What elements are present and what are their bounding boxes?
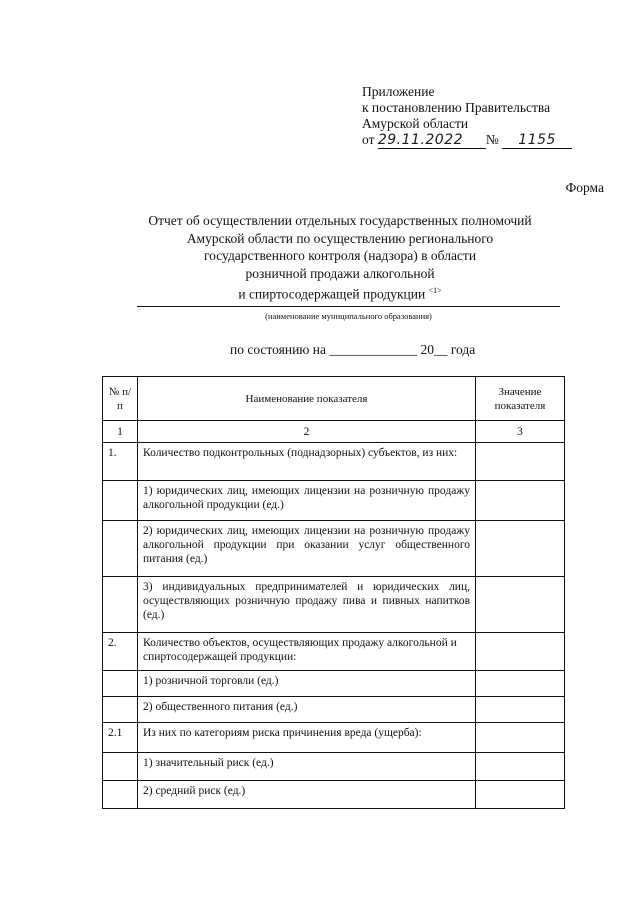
table-row: [103, 443, 565, 481]
header-value: Значение показателя: [476, 377, 565, 421]
table-header-row: [103, 377, 565, 421]
table-row: [103, 753, 565, 781]
value-cell[interactable]: [476, 697, 565, 723]
row-text: Количество объектов, осуществляющих продажу алкогольной и спиртосодержащей продукции:: [138, 633, 476, 671]
value-cell[interactable]: [476, 481, 565, 521]
table-row: [103, 633, 565, 671]
row-text: 3) индивидуальных предпринимателей и юридических лиц, осуществляющих розничную продажу пива и пивных напитков (ед.): [138, 577, 476, 633]
row-num: [103, 671, 138, 697]
row-text: 2) общественного питания (ед.): [138, 697, 476, 723]
row-text: Из них по категориям риска причинения вреда (ущерба):: [138, 723, 476, 753]
status-date-line: по состоянию на _____________ 20__ года: [230, 342, 476, 357]
row-text: 1) значительный риск (ед.): [138, 753, 476, 781]
row-text: 2) средний риск (ед.): [138, 781, 476, 809]
value-cell[interactable]: [476, 671, 565, 697]
title-line: розничной продажи алкогольной: [245, 265, 435, 281]
footnote-marker: <1>: [428, 286, 442, 295]
number-label: №: [485, 132, 499, 147]
title-line: и спиртосодержащей продукции: [238, 286, 426, 302]
table-row: [103, 723, 565, 753]
value-cell[interactable]: [476, 781, 565, 809]
report-table: [102, 376, 565, 809]
header-name: Наименование показателя: [138, 377, 476, 421]
value-cell[interactable]: [476, 443, 565, 481]
row-num: 1.: [103, 443, 138, 481]
date-field: [378, 132, 486, 149]
title-line: Отчет об осуществлении отдельных государственных полномочий: [148, 213, 532, 228]
row-text: 2) юридических лиц, имеющих лицензии на розничную продажу алкогольной продукции при оказании услуг общественного питания (ед.): [138, 521, 476, 577]
col-number: 1: [103, 421, 138, 443]
title-line: Амурской области по осуществлению регионального: [186, 230, 494, 246]
column-numbers-row: [103, 421, 565, 443]
table-row: [103, 671, 565, 697]
title-line-last: [130, 282, 550, 303]
appendix-line: к постановлению Правительства: [362, 100, 551, 115]
row-num: [103, 753, 138, 781]
report-title: [130, 212, 550, 303]
row-text: 1) розничной торговли (ед.): [138, 671, 476, 697]
municipality-line: [137, 306, 560, 307]
table-row: [103, 577, 565, 633]
value-cell[interactable]: [476, 521, 565, 577]
title-line: государственного контроля (надзора) в области: [203, 248, 477, 263]
table-row: [103, 697, 565, 723]
value-cell[interactable]: [476, 753, 565, 781]
row-num: [103, 481, 138, 521]
form-label: Форма: [565, 180, 604, 195]
from-label: от: [362, 132, 375, 147]
col-number: 2: [138, 421, 476, 443]
row-num: 2.1: [103, 723, 138, 753]
col-number: 3: [476, 421, 565, 443]
row-num: [103, 577, 138, 633]
number-field: [502, 132, 572, 149]
table-row: [103, 481, 565, 521]
table-row: [103, 781, 565, 809]
handwritten-date: 29.11.2022: [377, 132, 464, 148]
header-num: № п/п: [103, 377, 138, 421]
row-num: [103, 521, 138, 577]
row-num: 2.: [103, 633, 138, 671]
table-row: [103, 521, 565, 577]
row-num: [103, 697, 138, 723]
value-cell[interactable]: [476, 633, 565, 671]
row-num: [103, 781, 138, 809]
handwritten-number: 1155: [518, 132, 556, 148]
municipality-caption: (наименование муниципального образования): [265, 311, 432, 321]
row-text: Количество подконтрольных (поднадзорных) субъектов, из них:: [138, 443, 476, 481]
row-text: 1) юридических лиц, имеющих лицензии на розничную продажу алкогольной продукции (ед.): [138, 481, 476, 521]
decree-date-number: [362, 132, 572, 149]
appendix-block: [362, 84, 572, 149]
value-cell[interactable]: [476, 577, 565, 633]
appendix-line: Амурской области: [362, 116, 469, 131]
appendix-line: Приложение: [362, 84, 435, 99]
value-cell[interactable]: [476, 723, 565, 753]
